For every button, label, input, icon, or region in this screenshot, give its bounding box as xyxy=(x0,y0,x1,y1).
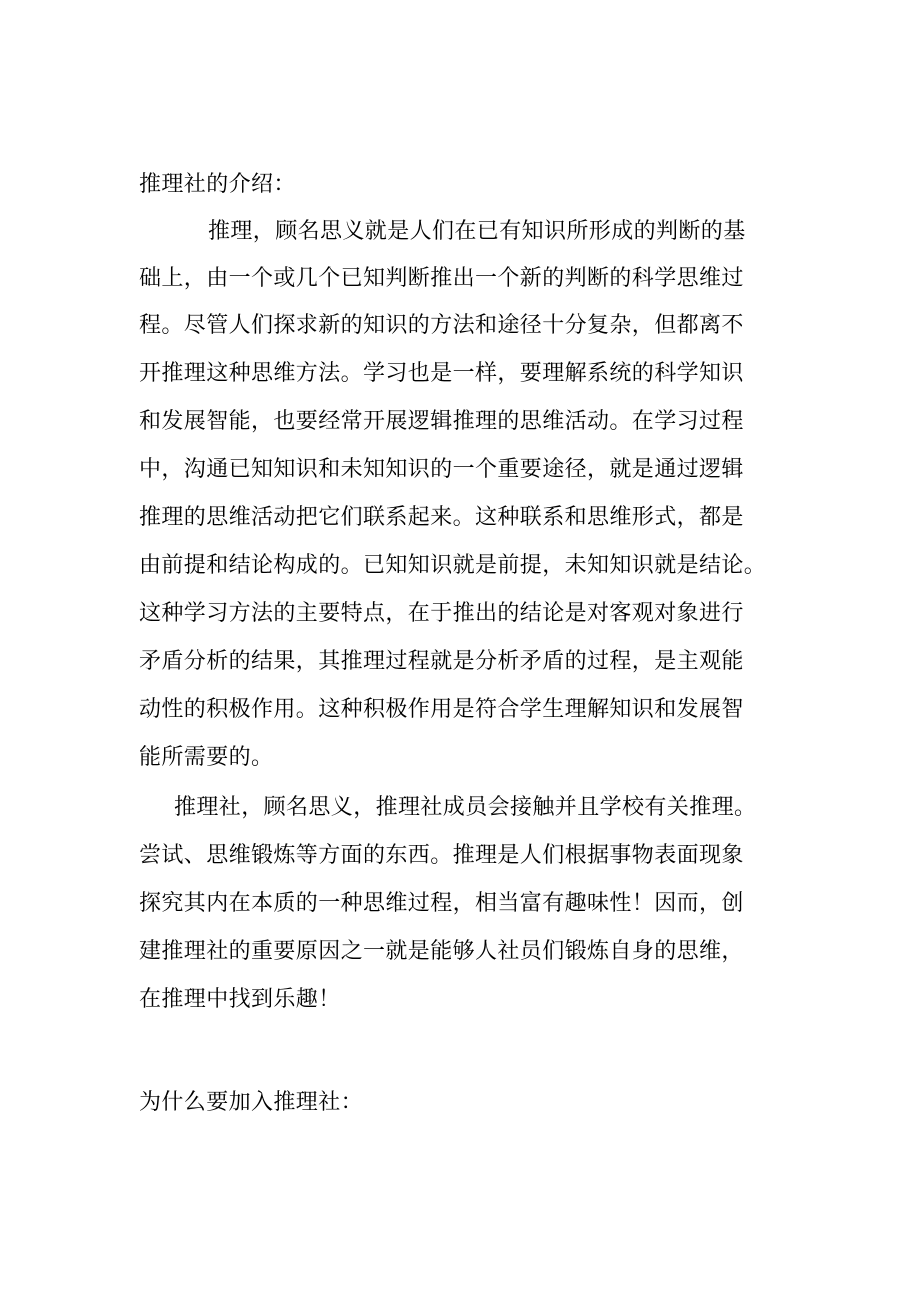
paragraph2-line: 探究其内在本质的一种思维过程，相当富有趣味性！因而，创 xyxy=(139,891,744,916)
paragraph1-line: 推理，顾名思义就是人们在已有知识所形成的判断的基 xyxy=(208,219,746,244)
paragraph1-line: 推理的思维活动把它们联系起来。这种联系和思维形式，都是 xyxy=(139,505,744,530)
paragraph1-line: 由前提和结论构成的。已知知识就是前提，未知知识就是结论。 xyxy=(139,553,767,578)
heading-intro: 推理社的介绍： xyxy=(139,172,296,197)
paragraph1-line: 动性的积极作用。这种积极作用是符合学生理解知识和发展智 xyxy=(139,697,744,722)
paragraph2-line: 推理社，顾名思义，推理社成员会接触并且学校有关推理。 xyxy=(174,795,757,820)
paragraph1-line: 开推理这种思维方法。学习也是一样，要理解系统的科学知识 xyxy=(139,361,744,386)
paragraph1-line: 程。尽管人们探求新的知识的方法和途径十分复杂，但都离不 xyxy=(139,313,744,338)
paragraph1-line: 和发展智能，也要经常开展逻辑推理的思维活动。在学习过程 xyxy=(139,409,744,434)
paragraph2-line: 尝试、思维锻炼等方面的东西。推理是人们根据事物表面现象 xyxy=(139,843,744,868)
paragraph1-line: 中，沟通已知知识和未知知识的一个重要途径，就是通过逻辑 xyxy=(139,457,744,482)
paragraph2-line: 建推理社的重要原因之一就是能够人社员们锻炼自身的思维， xyxy=(139,939,744,964)
paragraph1-line: 能所需要的。 xyxy=(139,745,274,770)
paragraph1-line: 这种学习方法的主要特点，在于推出的结论是对客观对象进行 xyxy=(139,601,744,626)
heading-why-join: 为什么要加入推理社： xyxy=(139,1090,364,1115)
paragraph2-line: 在推理中找到乐趣！ xyxy=(139,987,341,1012)
paragraph1-line: 础上，由一个或几个已知判断推出一个新的判断的科学思维过 xyxy=(139,266,744,291)
paragraph1-line: 矛盾分析的结果，其推理过程就是分析矛盾的过程，是主观能 xyxy=(139,649,744,674)
